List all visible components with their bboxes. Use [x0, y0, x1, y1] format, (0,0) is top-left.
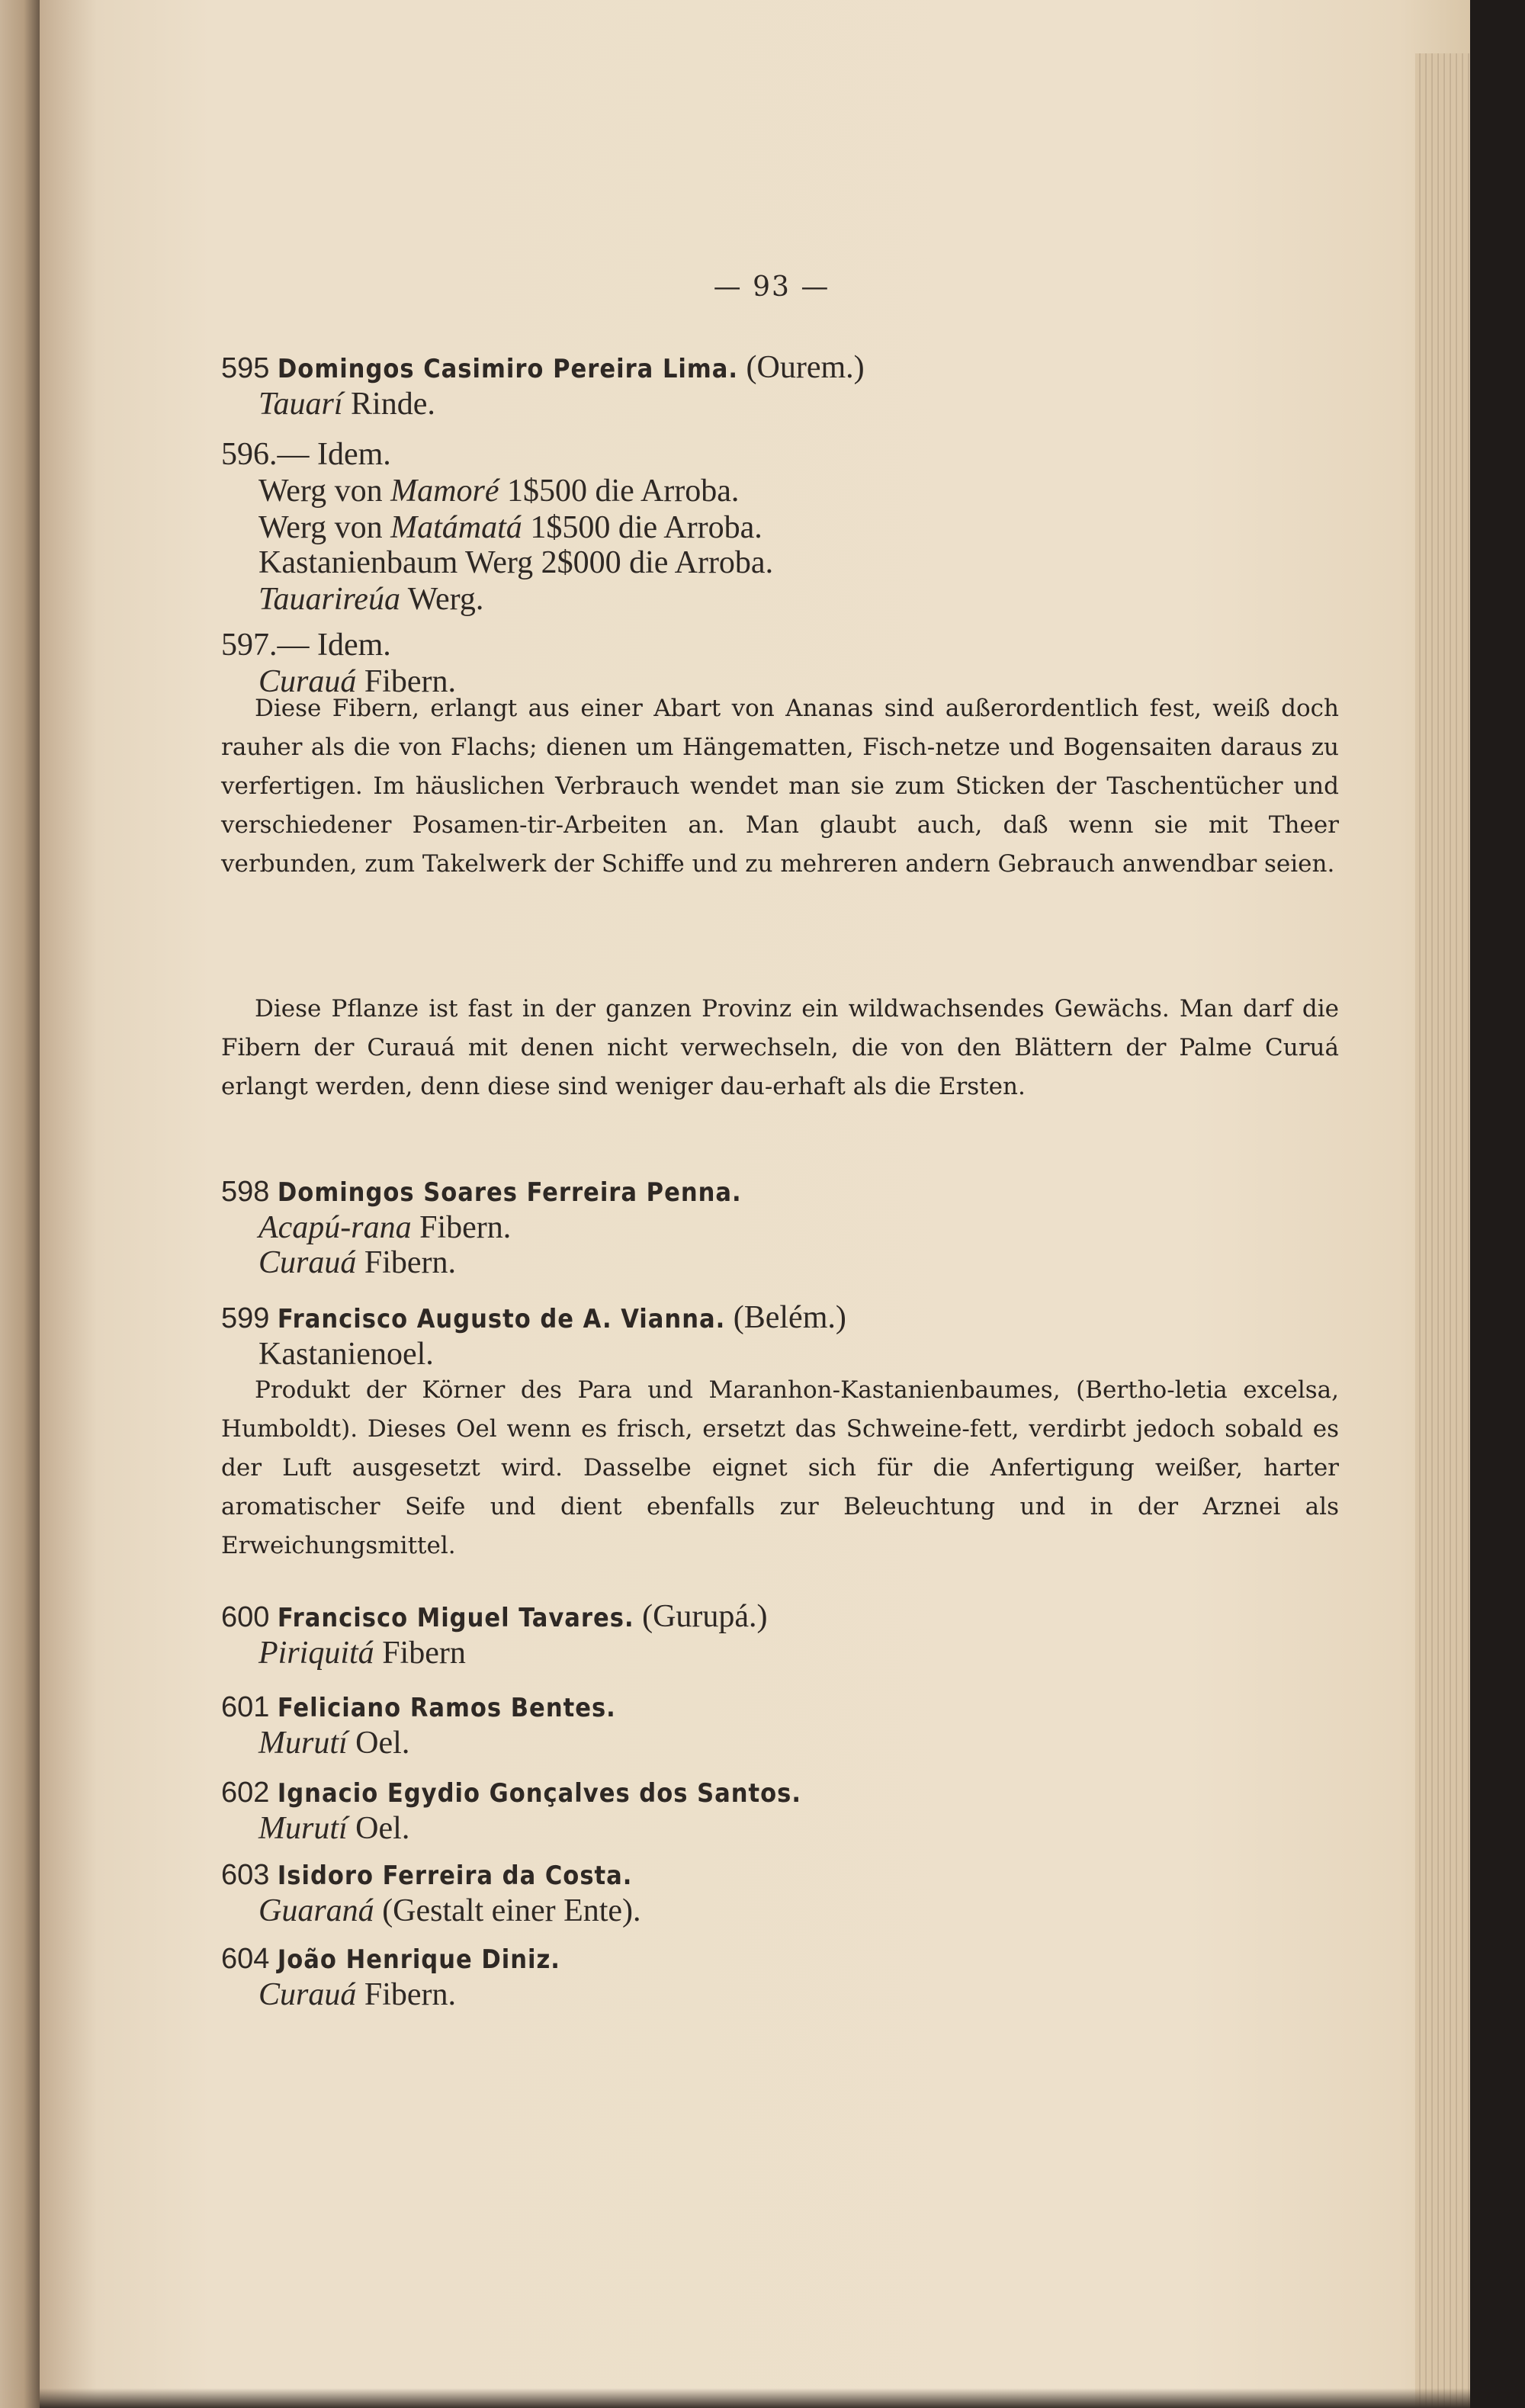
entry-599-heading: 599 Francisco Augusto de A. Vianna. (Belém.): [221, 1300, 846, 1335]
entry-599-line-1: Kastanienoel.: [258, 1337, 434, 1372]
book-page: [40, 0, 1470, 2408]
entry-598-heading: 598 Domingos Soares Ferreira Penna.: [221, 1176, 742, 1208]
entry-596-line-1: Werg von Mamoré 1$500 die Arroba.: [258, 474, 740, 509]
bottom-shadow: [40, 2388, 1470, 2408]
entry-604-line-1: Curauá Fibern.: [258, 1977, 457, 2012]
page-number: — 93 —: [713, 271, 830, 303]
page-stack-edge: [1415, 53, 1470, 2408]
entry-601-heading: 601 Feliciano Ramos Bentes.: [221, 1691, 616, 1723]
entry-596-line-4: Tauarireúa Werg.: [258, 582, 484, 617]
entry-603-heading: 603 Isidoro Ferreira da Costa.: [221, 1859, 633, 1891]
entry-597-line-1: Curauá Fibern.: [258, 664, 457, 699]
entry-597-heading: 597.— Idem.: [221, 628, 391, 663]
entry-595-heading: 595 Domingos Casimiro Pereira Lima. (Ourem.): [221, 350, 865, 385]
entry-597-note: Diese Pflanze ist fast in der ganzen Provinz ein wildwachsendes Gewächs. Man darf die Fibern der Curauá mit denen nicht verwechseln, die von den Blättern der Palme Curuá erlangt werden, denn diese sind weniger dau-erhaft als die Ersten.: [221, 995, 1339, 1100]
entry-595-product: Tauarí Rinde.: [258, 387, 435, 422]
entry-602-line-1: Murutí Oel.: [258, 1811, 410, 1846]
entry-603-line-1: Guaraná (Gestalt einer Ente).: [258, 1893, 641, 1928]
entry-600-heading: 600 Francisco Miguel Tavares. (Gurupá.): [221, 1599, 768, 1634]
entry-597-description: Diese Fibern, erlangt aus einer Abart von Ananas sind außerordentlich fest, weiß doch rauher als die von Flachs; dienen um Hängematten, Fisch-netze und Bogensaiten daraus zu verfertigen. Im häuslichen Verbrauch wendet man sie zum Sticken der Taschentücher und verschiedener Posamen-tir-Arbeiten an. Man glaubt auch, daß wenn sie mit Theer verbunden, zum Takelwerk der Schiffe und zu mehreren andern Gebrauch anwendbar seien.: [221, 695, 1339, 878]
previous-page-edge: [0, 0, 40, 2408]
entry-596-line-3: Kastanienbaum Werg 2$000 die Arroba.: [258, 545, 774, 580]
entry-596-heading: 596.— Idem.: [221, 437, 391, 472]
entry-601-line-1: Murutí Oel.: [258, 1726, 410, 1761]
entry-598-line-2: Curauá Fibern.: [258, 1245, 457, 1280]
entry-598-line-1: Acapú-rana Fibern.: [258, 1210, 512, 1245]
entry-602-heading: 602 Ignacio Egydio Gonçalves dos Santos.: [221, 1777, 802, 1809]
entry-599-description: Produkt der Körner des Para und Maranhon-Kastanienbaumes, (Bertho-letia excelsa, Humboldt). Dieses Oel wenn es frisch, ersetzt das Schweine-fett, verdirbt jedoch sobald es der Luft ausgesetzt wird. Dasselbe eignet sich für die Anfertigung weißer, harter aromatischer Seife und dient ebenfalls zur Beleuchtung und in der Arznei als Erweichungsmittel.: [221, 1376, 1339, 1559]
entry-600-line-1: Piriquitá Fibern: [258, 1636, 466, 1671]
entry-604-heading: 604 João Henrique Diniz.: [221, 1943, 560, 1975]
entry-596-line-2: Werg von Matámatá 1$500 die Arroba.: [258, 510, 762, 545]
